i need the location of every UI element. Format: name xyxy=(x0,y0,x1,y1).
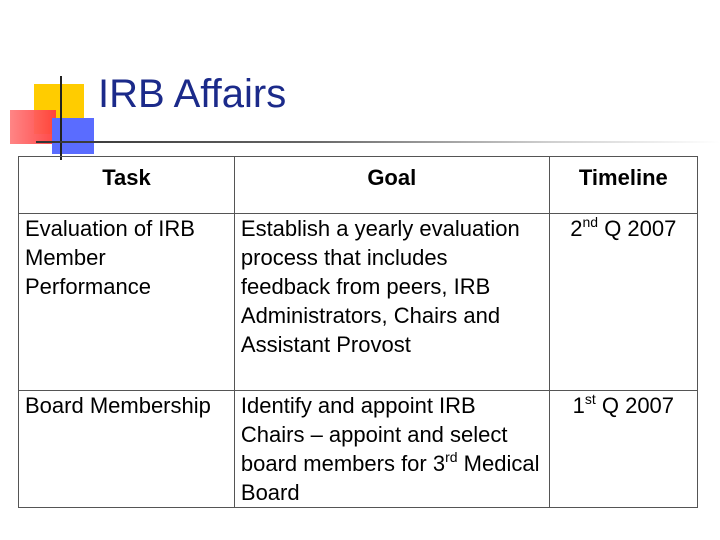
goal-cell: Establish a yearly evaluation process that includes feedback from peers, IRB Administrators, Chairs and Assistant Provost xyxy=(234,214,549,391)
task-cell: Evaluation of IRB Member Performance xyxy=(19,214,235,391)
timeline-number: 1 xyxy=(572,393,585,418)
timeline-cell xyxy=(549,391,697,508)
table-header-row xyxy=(19,157,698,214)
header-task: Task xyxy=(19,157,235,214)
timeline-cell xyxy=(549,214,697,391)
decor-red-square xyxy=(10,110,56,144)
timeline-ordinal: nd xyxy=(582,214,599,230)
goal-text-end: Medical Board xyxy=(240,451,540,505)
timeline-ordinal: st xyxy=(584,391,596,407)
title-underline xyxy=(36,141,720,143)
timeline-number: 2 xyxy=(570,216,583,241)
header-timeline: Timeline xyxy=(549,157,697,214)
slide-title: IRB Affairs xyxy=(98,72,287,116)
table-row xyxy=(19,214,698,391)
goal-cell xyxy=(234,391,549,508)
header-goal: Goal xyxy=(234,157,549,214)
timeline-rest: Q 2007 xyxy=(598,216,677,241)
table-row xyxy=(19,391,698,508)
affairs-table xyxy=(18,156,698,508)
task-cell: Board Membership xyxy=(19,391,235,508)
decor-blue-square xyxy=(52,118,94,154)
goal-text: Identify and appoint IRB Chairs – appoint and select board members for 3 xyxy=(240,393,508,476)
goal-ordinal: rd xyxy=(445,449,458,465)
decor-vertical-line xyxy=(60,76,62,160)
timeline-rest: Q 2007 xyxy=(595,393,675,418)
